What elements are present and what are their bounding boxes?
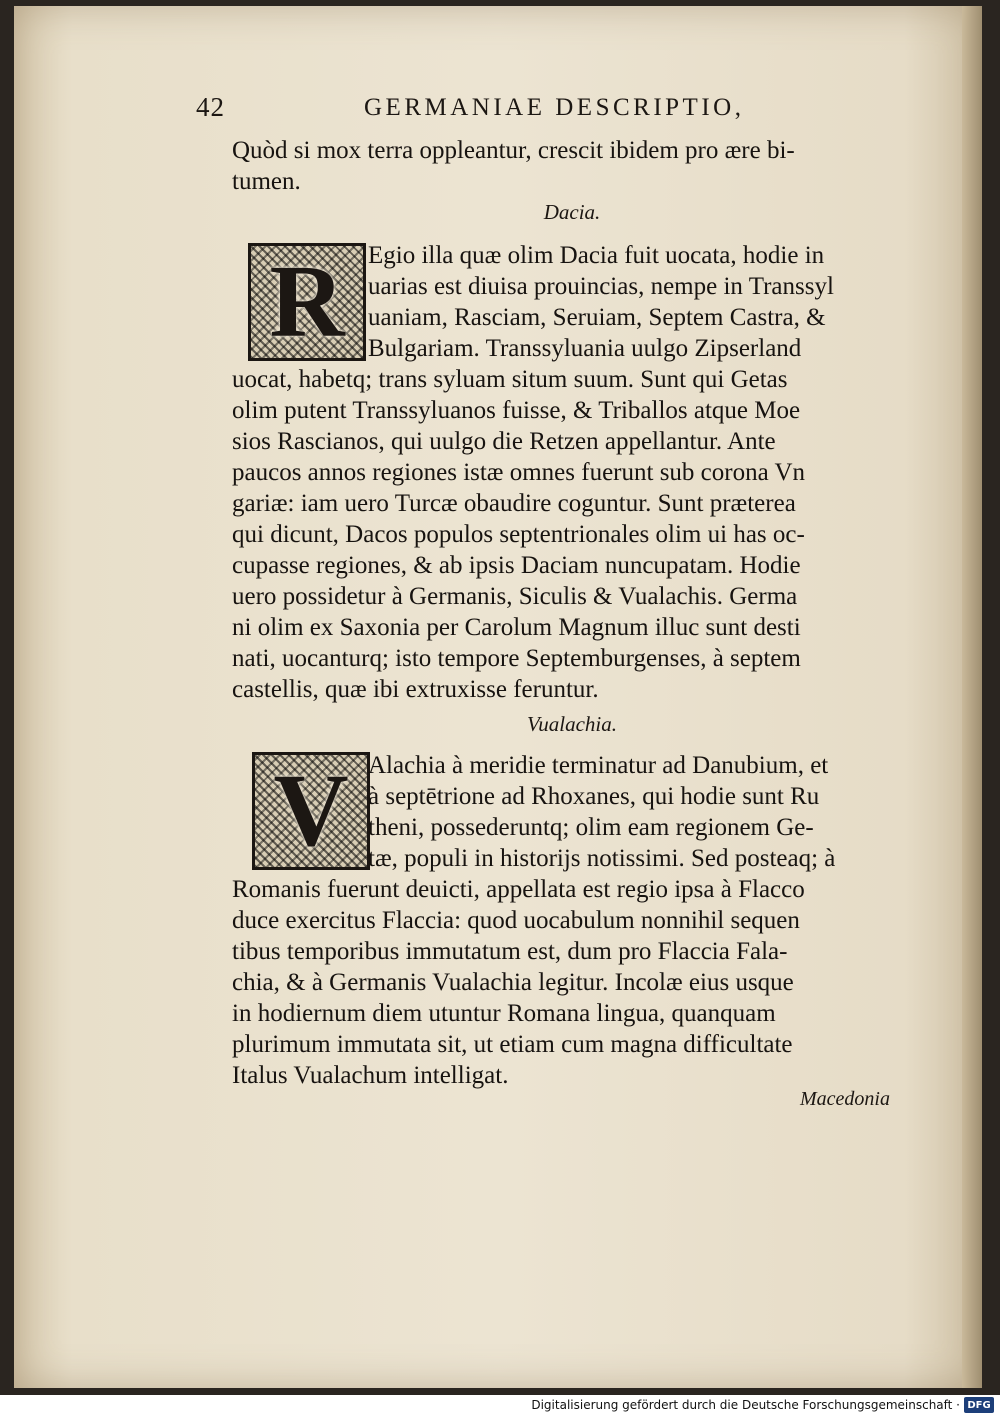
page-number: 42 xyxy=(196,92,225,122)
initial-letter: V xyxy=(273,753,349,868)
text-line: uero possidetur à Germanis, Siculis & Vualachis. Germa xyxy=(232,583,798,610)
initial-letter: R xyxy=(269,244,345,359)
text-line: Quòd si mox terra oppleantur, crescit ibidem pro ære bi- xyxy=(232,137,795,164)
section-heading-vualachia: Vualachia. xyxy=(526,712,617,736)
catchword: Macedonia xyxy=(800,1088,890,1110)
running-title: GERMANIAE DESCRIPTIO, xyxy=(364,94,745,121)
text-line: plurimum immutata sit, ut etiam cum magna difficultate xyxy=(232,1031,793,1058)
text-line: Romanis fuerunt deuicti, appellata est regio ipsa à Flacco xyxy=(232,876,805,903)
text-line: paucos annos regiones istæ omnes fuerunt sub corona Vn xyxy=(232,459,806,486)
text-line: qui dicunt, Dacos populos septentrionales olim ui has oc- xyxy=(232,521,805,548)
text-line: theni, possederuntq; olim eam regionem Ge- xyxy=(368,814,814,841)
text-line: tumen. xyxy=(232,168,301,195)
text-line: castellis, quæ ibi extruxisse feruntur. xyxy=(232,676,599,703)
text-line: chia, & à Germanis Vualachia legitur. Incolæ eius usque xyxy=(232,969,794,996)
section-heading-dacia: Dacia. xyxy=(543,200,601,224)
text-line: sios Rascianos, qui uulgo die Retzen appellantur. Ante xyxy=(232,428,776,455)
text-line: ni olim ex Saxonia per Carolum Magnum illuc sunt desti xyxy=(232,614,801,641)
text-line: uaniam, Rasciam, Seruiam, Septem Castra, & xyxy=(368,304,826,331)
dfg-logo: DFG xyxy=(964,1397,994,1413)
running-head xyxy=(196,92,796,132)
text-line: in hodiernum diem utuntur Romana lingua, quanquam xyxy=(232,1000,776,1027)
text-line: Egio illa quæ olim Dacia fuit uocata, hodie in xyxy=(368,242,825,269)
dacia-paragraph xyxy=(232,240,912,705)
page-edge xyxy=(962,6,982,1388)
text-line: tæ, populi in historijs notissimi. Sed posteaq; à xyxy=(368,845,836,872)
funding-notice: Digitalisierung gefördert durch die Deutsche Forschungsgemeinschaft · xyxy=(531,1398,960,1412)
intro-paragraph xyxy=(232,135,912,197)
text-line: cupasse regiones, & ab ipsis Daciam nuncupatam. Hodie xyxy=(232,552,801,579)
text-line: gariæ: iam uero Turcæ obaudire coguntur. Sunt præterea xyxy=(232,490,796,517)
text-line: à septētrione ad Rhoxanes, qui hodie sunt Ru xyxy=(368,783,820,810)
text-line: Alachia à meridie terminatur ad Danubium, et xyxy=(368,752,829,779)
vualachia-paragraph xyxy=(232,750,912,1091)
text-line: olim putent Transsyluanos fuisse, & Triballos atque Moe xyxy=(232,397,801,424)
text-line: uarias est diuisa prouincias, nempe in Transsyl xyxy=(368,273,834,300)
text-line: Bulgariam. Transsyluania uulgo Zipserland xyxy=(368,335,802,362)
text-line: Italus Vualachum intelligat. xyxy=(232,1062,509,1089)
text-line: uocat, habetq; trans syluam situm suum. Sunt qui Getas xyxy=(232,366,788,393)
digitization-footer xyxy=(0,1395,1000,1416)
text-line: nati, uocanturq; isto tempore Septemburgenses, à septem xyxy=(232,645,801,672)
text-line: duce exercitus Flaccia: quod uocabulum nonnihil sequen xyxy=(232,907,800,934)
text-line: tibus temporibus immutatum est, dum pro Flaccia Fala- xyxy=(232,938,788,965)
